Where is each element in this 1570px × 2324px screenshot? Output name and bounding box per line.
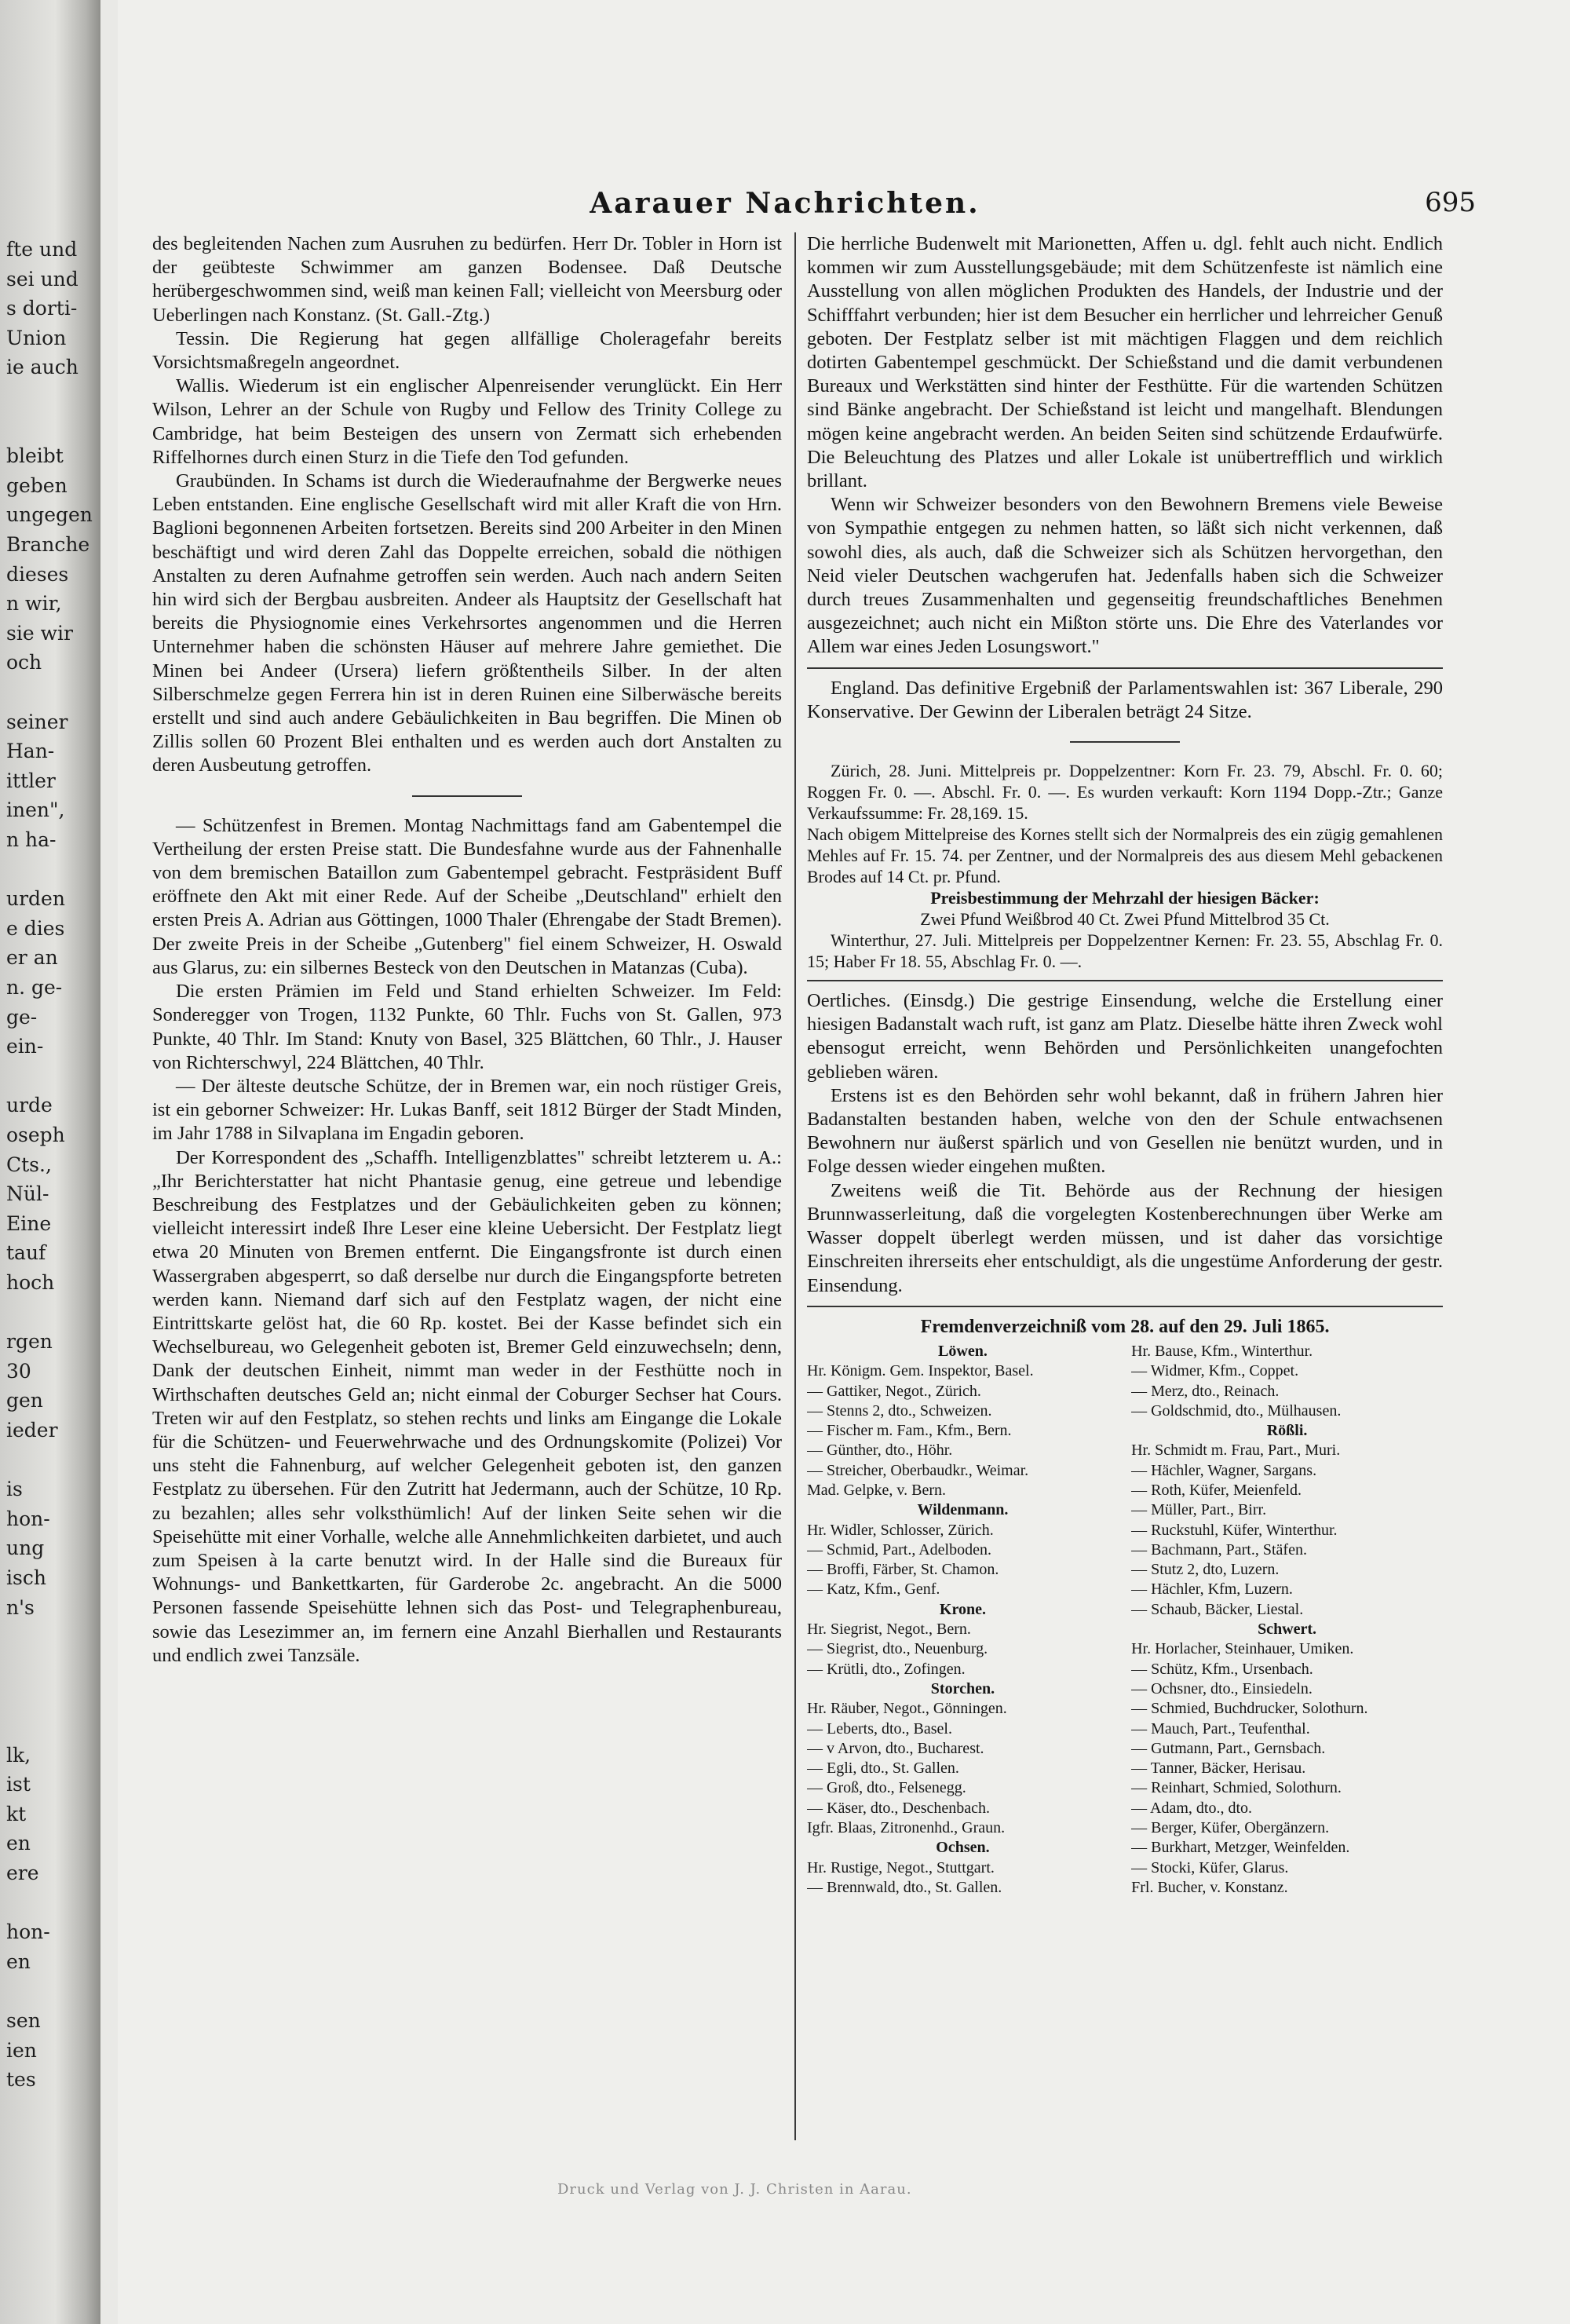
- guest-list-entry: — Schütz, Kfm., Ursenbach.: [1131, 1660, 1313, 1678]
- margin-fragment: en: [6, 1832, 31, 1855]
- guest-list-hotel: Storchen.: [930, 1679, 995, 1697]
- guest-list-entry: — v Arvon, dto., Bucharest.: [807, 1739, 984, 1757]
- newspaper-title: Aarauer Nachrichten.: [590, 187, 980, 220]
- guest-list-entry: Hr. Rustige, Negot., Stuttgart.: [807, 1858, 995, 1876]
- article-praemien: Die ersten Prämien im Feld und Stand erhielten Schweizer. Im Feld: Sonderegger von Trogen, 1132 Punkte, 60 Thlr. Fuchs von St. Gallen, 973 Punkte, 40 Thlr. Im Stand: Knuty von Basel, 325 Blättchen, 60 Thlr., J. Hauser von Richterschwyl, 224 Blättchen, 40 Thlr.: [152, 981, 782, 1073]
- guest-list-entry: — Siegrist, dto., Neuenburg.: [807, 1640, 988, 1658]
- margin-fragment: dieses: [6, 562, 69, 586]
- guest-list-entry: — Katz, Kfm., Genf.: [807, 1580, 940, 1599]
- margin-fragment: n's: [6, 1595, 35, 1619]
- guest-list: [807, 1342, 1443, 1898]
- margin-fragment: gen: [6, 1389, 43, 1412]
- article-england: England. Das definitive Ergebniß der Parlamentswahlen ist: 367 Liberale, 290 Konservative. Der Gewinn der Liberalen beträgt 24 Sitze.: [807, 677, 1443, 722]
- guest-list-entry: — Hächler, Kfm, Luzern.: [1131, 1580, 1293, 1599]
- margin-fragment: n wir,: [6, 592, 62, 616]
- guest-list-entry: — Schmid, Part., Adelboden.: [807, 1540, 991, 1558]
- article-oertliches: Oertliches. (Einsdg.) Die gestrige Einsendung, welche die Erstellung einer hiesigen Badanstalt wach ruft, ist ganz am Platz. Dieselbe hätte ihren Zweck wohl ebensogut erreicht, wenn Behörden und Persönlichkeiten unangefochten geblieben wären.: [807, 990, 1443, 1083]
- margin-fragment: s dorti-: [6, 297, 78, 320]
- guest-list-hotel: Schwert.: [1258, 1621, 1317, 1639]
- margin-fragment: is: [6, 1478, 23, 1501]
- guest-list-entry: — Müller, Part., Birr.: [1131, 1501, 1267, 1519]
- margin-fragment: seiner: [6, 710, 68, 733]
- guest-list-entry: — Stocki, Küfer, Glarus.: [1131, 1858, 1289, 1876]
- guest-list-entry: — Gutmann, Part., Gernsbach.: [1131, 1739, 1326, 1757]
- guest-list-entry: — Leberts, dto., Basel.: [807, 1719, 952, 1738]
- guest-list-entry: — Streicher, Oberbaudkr., Weimar.: [807, 1461, 1029, 1479]
- guest-list-entry: — Bachmann, Part., Stäfen.: [1131, 1540, 1307, 1558]
- guest-list-entry: — Käser, dto., Deschenbach.: [807, 1799, 991, 1817]
- article-korrespondent: Der Korrespondent des „Schaffh. Intelligenzblattes" schreibt letzterem u. A.: „Ihr Berichterstatter hat nicht Phantasie genug, eine getreue und lebendige Beschreibung des Festplatzes und der Gebäulichkeiten geben zu können; vielleicht interessirt indeß Ihre Leser eine kleine Uebersicht. Der Festplatz liegt etwa 20 Minuten von Bremen entfernt. Die Eingangsfronte ist durch einen Wassergraben abgesperrt, so daß derselbe nur durch die Eingangspforte betreten werden kann. Niemand darf sich auf den Festplatz wagen, der nicht eine Eintrittskarte gelöst hat, die 60 Rp. kostet. Bei der Kasse befindet sich ein Wechselbureau, wo Gelegenheit geboten ist, Bremer Geld einzuwechseln; denn, Dank der deutschen Einheit, nimmt man weder in der Festhütte noch in Wirthschaften deutsches Geld an; nicht einmal der Coburger Sechser hat Cours. Treten wir auf den Festplatz, so stehen rechts und links am Eingange die Lokale für die Schützen- und Feuerwehrwache und des Ordnungskomite (Polizei) Vor uns steht die Fahnenburg, auf welcher Gelegenheit geboten ist, den ganzen Festplatz zu übersehen. Für den Zutritt hat Jedermann, auch der Schütze, 10 Rp. zu bezahlen; alles sehr volksthümlich! Auf der linken Seite sehen wir die Speisehütte mit einer Vorhalle, welche alle Annehmlichkeiten darbietet, und auch zum Speisen à la carte benutzt wird. In der Halle sind die Bureaux für Wohnungs- und Bankettkarten, für Garderobe 2c. angebracht. An die 5000 Personen fassende Speisehütte lehnen sich das Post- und Telegraphenbureau, sowie das Lesezimmer an, im fernern eine Anzahl Bierhallen und Restaurants und endlich zwei Tanzsäle.: [152, 1146, 782, 1666]
- guest-list-hotel: Wildenmann.: [917, 1501, 1009, 1519]
- article-zweitens: Zweitens weiß die Tit. Behörde aus der Rechnung der hiesigen Brunnwasserleitung, daß die vorgelegten Kostenberechnungen über Werke am Wasser doppelt überlegt werden müssen, und ist daher das vorsichtige Einschreiten ihrerseits eher entschuldigt, als die ungestüme Anforderung der gestr. Einsendung.: [807, 1179, 1443, 1296]
- guest-list-entry: — Schmied, Buchdrucker, Solothurn.: [1131, 1700, 1368, 1718]
- margin-fragment: oseph: [6, 1124, 65, 1146]
- margin-fragment: n ha-: [6, 828, 57, 851]
- guest-list-title: Fremdenverzeichniß vom 28. auf den 29. Juli 1865.: [920, 1316, 1330, 1337]
- margin-fragment: sen: [6, 2009, 41, 2032]
- left-column: [152, 232, 782, 1668]
- article-schuetzenfest: — Schützenfest in Bremen. Montag Nachmittags fand am Gabentempel die Vertheilung der ersten Preise statt. Die Bundesfahne wurde aus der Fahnenhalle von dem bremischen Bataillon zum Gabentempel gebracht. Festpräsident Buff eröffnete den Akt mit einer Rede. Auf der Scheibe „Deutschland" erhielt den ersten Preis A. Adrian aus Göttingen, 1000 Thaler (Ehrengabe der Stadt Bremen). Der zweite Preis in der Scheibe „Gutenberg" fiel einem Schweizer, H. Oswald aus Glarus, zu: ein silbernes Besteck von den Deutschen in Matanzas (Cuba).: [152, 814, 782, 978]
- guest-list-entry: — Stutz 2, dto, Luzern.: [1131, 1561, 1280, 1579]
- guest-list-entry: — Krütli, dto., Zofingen.: [807, 1660, 966, 1678]
- guest-list-entry: — Broffi, Färber, St. Chamon.: [807, 1561, 999, 1579]
- margin-fragment: Branche: [6, 533, 90, 556]
- margin-fragment: fte und: [6, 238, 78, 261]
- rule: [807, 980, 1443, 981]
- margin-fragment: inen",: [6, 798, 65, 822]
- market-preisbestimmung: Preisbestimmung der Mehrzahl der hiesigen Bäcker:: [930, 888, 1320, 908]
- imprint-footer: Druck und Verlag von J. J. Christen in Aarau.: [557, 2181, 912, 2198]
- guest-list-entry: — Burkhart, Metzger, Weinfelden.: [1131, 1839, 1350, 1857]
- margin-fragment: isch: [6, 1566, 46, 1589]
- margin-fragment: hon-: [6, 1920, 50, 1944]
- guest-list-entry: — Brennwald, dto., St. Gallen.: [807, 1878, 1002, 1896]
- margin-fragment: ungegen: [6, 503, 93, 527]
- guest-list-entry: Mad. Gelpke, v. Bern.: [807, 1481, 946, 1499]
- guest-list-entry: — Groß, dto., Felsenegg.: [807, 1779, 966, 1797]
- guest-list-entry: — Gattiker, Negot., Zürich.: [807, 1382, 981, 1400]
- market-winterthur: Winterthur, 27. Juli. Mittelpreis per Doppelzentner Kernen: Fr. 23. 55, Abschlag Fr. 0. 15; Haber Fr 18. 55, Abschlag Fr. 0. —.: [807, 930, 1443, 972]
- previous-page-margin: [0, 0, 100, 2324]
- guest-list-entry: Igfr. Blaas, Zitronenhd., Graun.: [807, 1819, 1006, 1837]
- article-bodensee: des begleitenden Nachen zum Ausruhen zu bedürfen. Herr Dr. Tobler in Horn ist der geübteste Schwimmer am ganzen Bodensee. Daß Deutsche herübergeschwommen sind, weiß man keinen Fall; vielleicht von Meersburg oder Ueberlingen nach Konstanz. (St. Gall.-Ztg.): [152, 233, 782, 326]
- market-brot: Zwei Pfund Weißbrod 40 Ct. Zwei Pfund Mittelbrod 35 Ct.: [920, 909, 1330, 930]
- rule: [807, 1306, 1443, 1307]
- guest-list-column-2: [1131, 1342, 1443, 1898]
- margin-fragment: ie auch: [6, 356, 78, 379]
- section-separator: [1070, 741, 1180, 743]
- margin-fragment: kt: [6, 1802, 27, 1825]
- margin-fragment: en: [6, 1949, 31, 1973]
- section-separator: [412, 795, 522, 797]
- guest-list-hotel: Ochsen.: [936, 1839, 990, 1857]
- guest-list-entry: — Widmer, Kfm., Coppet.: [1131, 1362, 1299, 1380]
- margin-fragment: sie wir: [6, 621, 73, 645]
- guest-list-entry: — Goldschmid, dto., Mülhausen.: [1131, 1401, 1342, 1420]
- guest-list-entry: Hr. Räuber, Negot., Gönningen.: [807, 1700, 1007, 1718]
- margin-fragment: ein-: [6, 1035, 44, 1058]
- article-tessin: Tessin. Die Regierung hat gegen allfällige Choleragefahr bereits Vorsichtsmaßregeln angeordnet.: [152, 327, 782, 374]
- rule: [807, 667, 1443, 669]
- margin-fragment: Eine: [6, 1211, 52, 1235]
- guest-list-entry: — Ochsner, dto., Einsiedeln.: [1131, 1679, 1313, 1697]
- margin-fragment: Han-: [6, 740, 55, 763]
- margin-fragment: Nül-: [6, 1182, 49, 1206]
- guest-list-entry: — Egli, dto., St. Gallen.: [807, 1759, 959, 1778]
- guest-list-entry: — Fischer m. Fam., Kfm., Bern.: [807, 1422, 1012, 1440]
- article-budenwelt: Die herrliche Budenwelt mit Marionetten, Affen u. dgl. fehlt auch nicht. Endlich kommen wir zum Ausstellungsgebäude; mit dem Schützenfeste ist nämlich eine Ausstellung von allen möglichen Produkten des Handels, der Industrie und der Schifffahrt verbunden; hier ist dem Besucher ein herrlicher und lehrreicher Genuß geboten. Der Festplatz selber ist mit mächtigen Flaggen und dem reichlich dotirten Gabentempel geschmückt. Der Schießstand und die damit verbundenen Bureaux und Werkstätten sind hinter der Festhütte. Für die wartenden Schützen sind Bänke angebracht. Der Schießstand ist leicht und mangelhaft. Blendungen mögen keine angebracht werden. An beiden Seiten sind schützende Erdaufwürfe. Die Beleuchtung des Platzes und aller Lokale ist unübertrefflich und wirklich brillant.: [807, 233, 1443, 492]
- guest-list-hotel: Löwen.: [938, 1342, 988, 1360]
- margin-fragment: Cts.,: [6, 1153, 52, 1176]
- margin-fragment: n. ge-: [6, 976, 63, 999]
- guest-list-entry: — Berger, Küfer, Obergänzern.: [1131, 1819, 1330, 1837]
- page-header: [118, 187, 1476, 226]
- market-normalpreis: Nach obigem Mittelpreise des Kornes stellt sich der Normalpreis des ein zügig gemahlenen Mehles auf Fr. 15. 74. per Zentner, und der Normalpreis des aus diesem Mehl gebackenen Brodes auf 14 Ct. pr. Pfund.: [807, 824, 1443, 887]
- margin-fragment: ge-: [6, 1005, 38, 1029]
- guest-list-hotel: Krone.: [939, 1600, 986, 1618]
- margin-fragment: ittler: [6, 769, 56, 792]
- newspaper-page: [118, 0, 1570, 2324]
- margin-fragment: tes: [6, 2068, 36, 2092]
- guest-list-entry: — Reinhart, Schmied, Solothurn.: [1131, 1779, 1342, 1797]
- margin-fragment: ieder: [6, 1419, 58, 1442]
- margin-fragment: hoch: [6, 1271, 55, 1294]
- margin-fragment: geben: [6, 473, 68, 497]
- margin-fragment: rgen: [6, 1330, 53, 1354]
- page-number: 695: [1425, 187, 1476, 218]
- margin-fragment: ien: [6, 2038, 37, 2062]
- margin-fragment: ist: [6, 1773, 31, 1796]
- market-zuerich: Zürich, 28. Juni. Mittelpreis pr. Doppelzentner: Korn Fr. 23. 79, Abschl. Fr. 0. 60; Roggen Fr. 0. —. Abschl. Fr. 0. —. Es wurden verkauft: Korn 1194 Dopp.-Ztr.; Ganze Verkaufssumme: Fr. 28,169. 15.: [807, 761, 1443, 824]
- guest-list-entry: — Hächler, Wagner, Sargans.: [1131, 1461, 1317, 1479]
- margin-fragment: bleibt: [6, 444, 64, 468]
- guest-list-entry: — Mauch, Part., Teufenthal.: [1131, 1719, 1310, 1738]
- margin-fragment: sei und: [6, 267, 78, 290]
- margin-fragment: ere: [6, 1862, 39, 1884]
- margin-fragment: er an: [6, 946, 58, 970]
- margin-fragment: hon-: [6, 1507, 50, 1530]
- guest-list-entry: Hr. Widler, Schlosser, Zürich.: [807, 1521, 994, 1539]
- guest-list-entry: Hr. Schmidt m. Frau, Part., Muri.: [1131, 1442, 1341, 1460]
- guest-list-column-1: [807, 1342, 1119, 1898]
- article-graubuenden: Graubünden. In Schams ist durch die Wiederaufnahme der Bergwerke neues Leben entstanden. Eine englische Gesellschaft wird mit aller Kraft die von Hrn. Baglioni begonnenen Arbeiten fortsetzen. Bereits sind 200 Arbeiter in den Minen beschäftigt und wird deren Zahl das Doppelte erreichen, sobald die nöthigen Anstalten zu deren Aufnahme getroffen sein werden. Auch nach andern Seiten hin wird sich der Bergbau ausbreiten. Andeer als Hauptsitz der Gesellschaft hat bereits die Physiognomie eines Verkehrsortes angenommen und die Herren Unternehmer haben die schönsten Häuser auf mehrere Jahre gemiethet. Die Minen bei Andeer (Ursera) liefern größtentheils Silber. In der alten Silberschmelze gegen Ferrera hin ist in deren Ruinen eine Silberwäsche bereits erstellt und sind auch andere Gebäulichkeiten in Bau begriffen. Die Minen ob Zillis sollen 60 Prozent Blei enthalten und es werden auch dort Anstalten zu deren Ausbeutung getroffen.: [152, 470, 782, 776]
- guest-list-entry: — Roth, Küfer, Meienfeld.: [1131, 1481, 1302, 1499]
- margin-fragment: tauf: [6, 1241, 46, 1265]
- margin-fragment: 30: [6, 1359, 31, 1383]
- margin-fragment: lk,: [6, 1743, 31, 1767]
- guest-list-entry: Hr. Königm. Gem. Inspektor, Basel.: [807, 1362, 1034, 1380]
- guest-list-entry: — Schaub, Bäcker, Liestal.: [1131, 1600, 1304, 1618]
- guest-list-entry: Frl. Bucher, v. Konstanz.: [1131, 1878, 1288, 1896]
- guest-list-entry: — Tanner, Bäcker, Herisau.: [1131, 1759, 1306, 1778]
- guest-list-hotel: Rößli.: [1266, 1422, 1308, 1440]
- guest-list-entry: Hr. Horlacher, Steinhauer, Umiken.: [1131, 1640, 1354, 1658]
- margin-fragment: urden: [6, 887, 65, 911]
- guest-list-entry: — Ruckstuhl, Küfer, Winterthur.: [1131, 1521, 1338, 1539]
- guest-list-entry: — Merz, dto., Reinach.: [1131, 1382, 1280, 1400]
- guest-list-entry: — Günther, dto., Höhr.: [807, 1442, 953, 1460]
- article-erstens: Erstens ist es den Behörden sehr wohl bekannt, daß in frühern Jahren hier Badanstalten bestanden haben, welche von den der Schule entwachsenen Bewohnern nur äußerst spärlich und von Gesellen nie benützt wurden, und in Folge dessen wieder eingehen mußten.: [807, 1084, 1443, 1178]
- right-column: [807, 232, 1443, 1898]
- guest-list-entry: Hr. Siegrist, Negot., Bern.: [807, 1621, 971, 1639]
- article-wallis: Wallis. Wiederum ist ein englischer Alpenreisender verunglückt. Ein Herr Wilson, Lehrer an der Schule von Rugby und Fellow des Trinity College zu Cambridge, hat beim Besteigen des unsern von Zermatt sich erhebenden Riffelhornes durch einen Sturz in die Tiefe den Tod gefunden.: [152, 375, 782, 468]
- margin-fragment: urde: [6, 1094, 53, 1117]
- margin-fragment: ung: [6, 1537, 45, 1560]
- article-schweizer-bremen: Wenn wir Schweizer besonders von den Bewohnern Bremens viele Beweise von Sympathie entgegen zu nehmen hatten, so läßt sich nicht verkennen, daß sowohl dies, als auch, daß die Schweizer sich als Schützen hervorgethan, den Neid vieler Deutschen wachgerufen hat. Jedenfalls haben sich die Schweizer durch treues Zusammenhalten und gegenseitig freundschaftliches Benehmen ausgezeichnet; auch nicht ein Mißton störte uns. Die Ehre des Vaterlandes vor Allem war eines Jeden Losungswort.": [807, 494, 1443, 658]
- margin-fragment: och: [6, 651, 42, 674]
- guest-list-entry: — Adam, dto., dto.: [1131, 1799, 1252, 1817]
- margin-fragment: Union: [6, 326, 67, 349]
- article-aeltester-schuetze: — Der älteste deutsche Schütze, der in Bremen war, ein noch rüstiger Greis, ist ein geborner Schweizer: Hr. Lukas Banff, seit 1812 Bürger der Stadt Minden, im Jahr 1788 in Silvaplana im Engadin geboren.: [152, 1075, 782, 1145]
- column-divider: [794, 232, 796, 2140]
- guest-list-entry: Hr. Bause, Kfm., Winterthur.: [1131, 1342, 1313, 1360]
- guest-list-entry: — Stenns 2, dto., Schweizen.: [807, 1401, 992, 1420]
- margin-fragment: e dies: [6, 916, 65, 940]
